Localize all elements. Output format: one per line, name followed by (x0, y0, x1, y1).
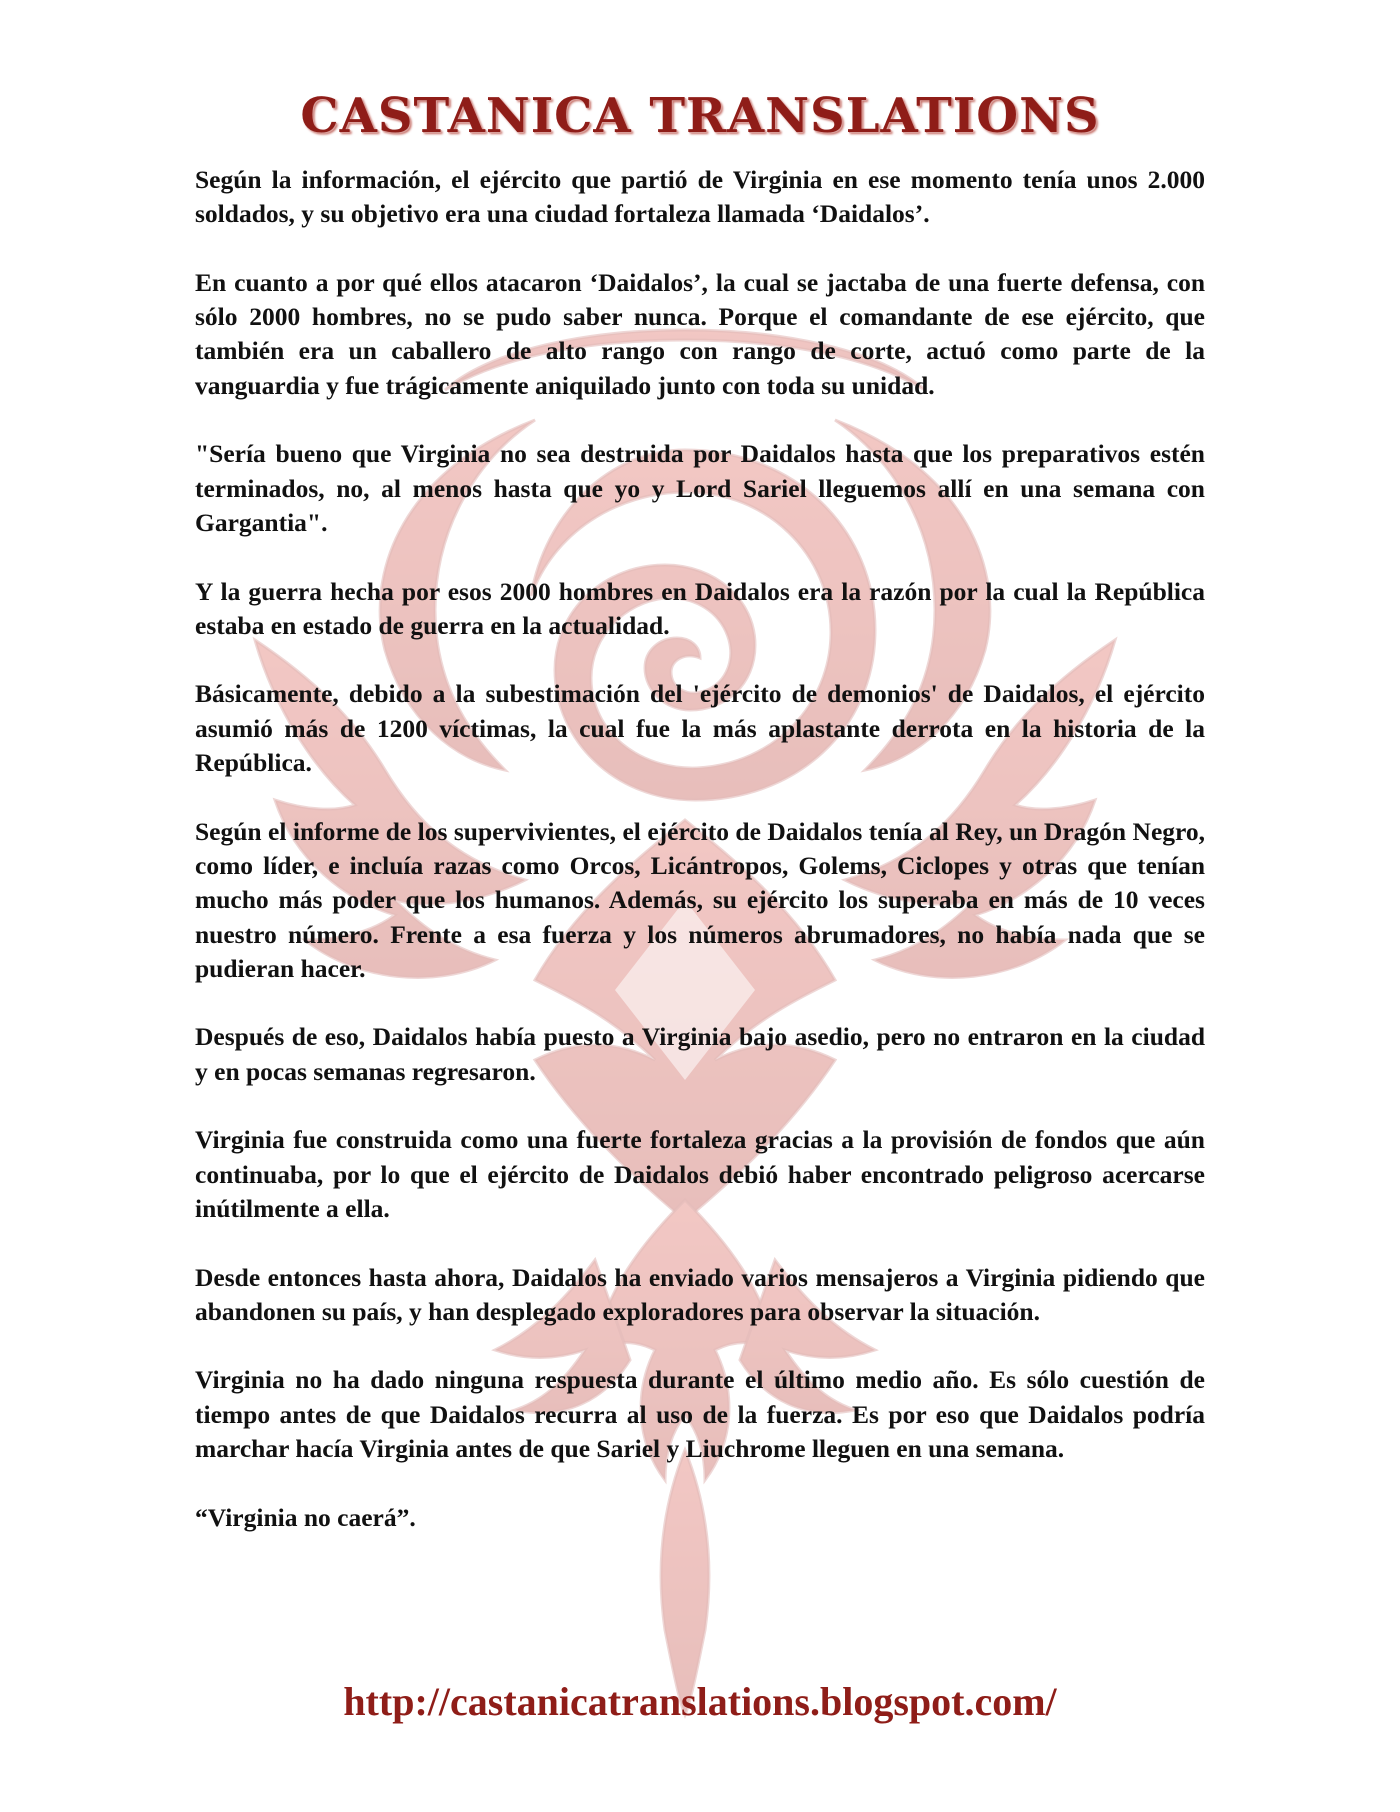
site-title: CASTANICA TRANSLATIONS (300, 88, 1100, 144)
paragraph: Virginia no ha dado ninguna respuesta durante el último medio año. Es sólo cuestión de tiempo antes de que Daidalos recurra al uso de la fuerza. Es por eso que Daidalos podría marchar hacía Virginia antes de que Sariel y Liuchrome lleguen en una semana. (195, 1365, 1205, 1463)
footer-url-link[interactable]: http://castanicatranslations.blogspot.com/ (343, 1679, 1057, 1724)
paragraph: Virginia fue construida como una fuerte fortaleza gracias a la provisión de fondos que aún continuaba, por lo que el ejército de Daidalos debió haber encontrado peligroso acercarse inútilmente a ella. (195, 1125, 1205, 1223)
paragraph: Según la información, el ejército que partió de Virginia en ese momento tenía unos 2.000 soldados, y su objetivo era una ciudad fortaleza llamada ‘Daidalos’. (195, 165, 1205, 229)
paragraph: "Sería bueno que Virginia no sea destruida por Daidalos hasta que los preparativos estén terminados, no, al menos hasta que yo y Lord Sariel lleguemos allí en una semana con Gargantia". (195, 439, 1205, 537)
paragraph: Básicamente, debido a la subestimación del 'ejército de demonios' de Daidalos, el ejército asumió más de 1200 víctimas, la cual fue la más aplastante derrota en la historia de la República. (195, 679, 1205, 778)
paragraph: Y la guerra hecha por esos 2000 hombres en Daidalos era la razón por la cual la República estaba en estado de guerra en la actualidad. (195, 576, 1205, 640)
paragraph: Después de eso, Daidalos había puesto a Virginia bajo asedio, pero no entraron en la ciudad y en pocas semanas regresaron. (195, 1022, 1205, 1086)
closing-quote: “Virginia no caerá”. (195, 1502, 416, 1532)
paragraph: Según el informe de los supervivientes, el ejército de Daidalos tenía al Rey, un Dragón Negro, como líder, e incluía razas como Orcos, Licántropos, Golems, Ciclopes y otras que tenían mucho más poder que los humanos. Además, su ejército los superaba en más de 10 veces nuestro número. Frente a esa fuerza y los números abrumadores, no había nada que se pudieran hacer. (195, 816, 1205, 983)
body-text (195, 163, 1205, 1535)
paragraph: Desde entonces hasta ahora, Daidalos ha enviado varios mensajeros a Virginia pidiendo que abandonen su país, y han desplegado exploradores para observar la situación. (195, 1262, 1205, 1326)
paragraph: En cuanto a por qué ellos atacaron ‘Daidalos’, la cual se jactaba de una fuerte defensa, con sólo 2000 hombres, no se pudo saber nunca. Porque el comandante de ese ejército, que también era un caballero de alto rango con rango de corte, actuó como parte de la vanguardia y fue trágicamente aniquilado junto con toda su unidad. (195, 267, 1205, 400)
